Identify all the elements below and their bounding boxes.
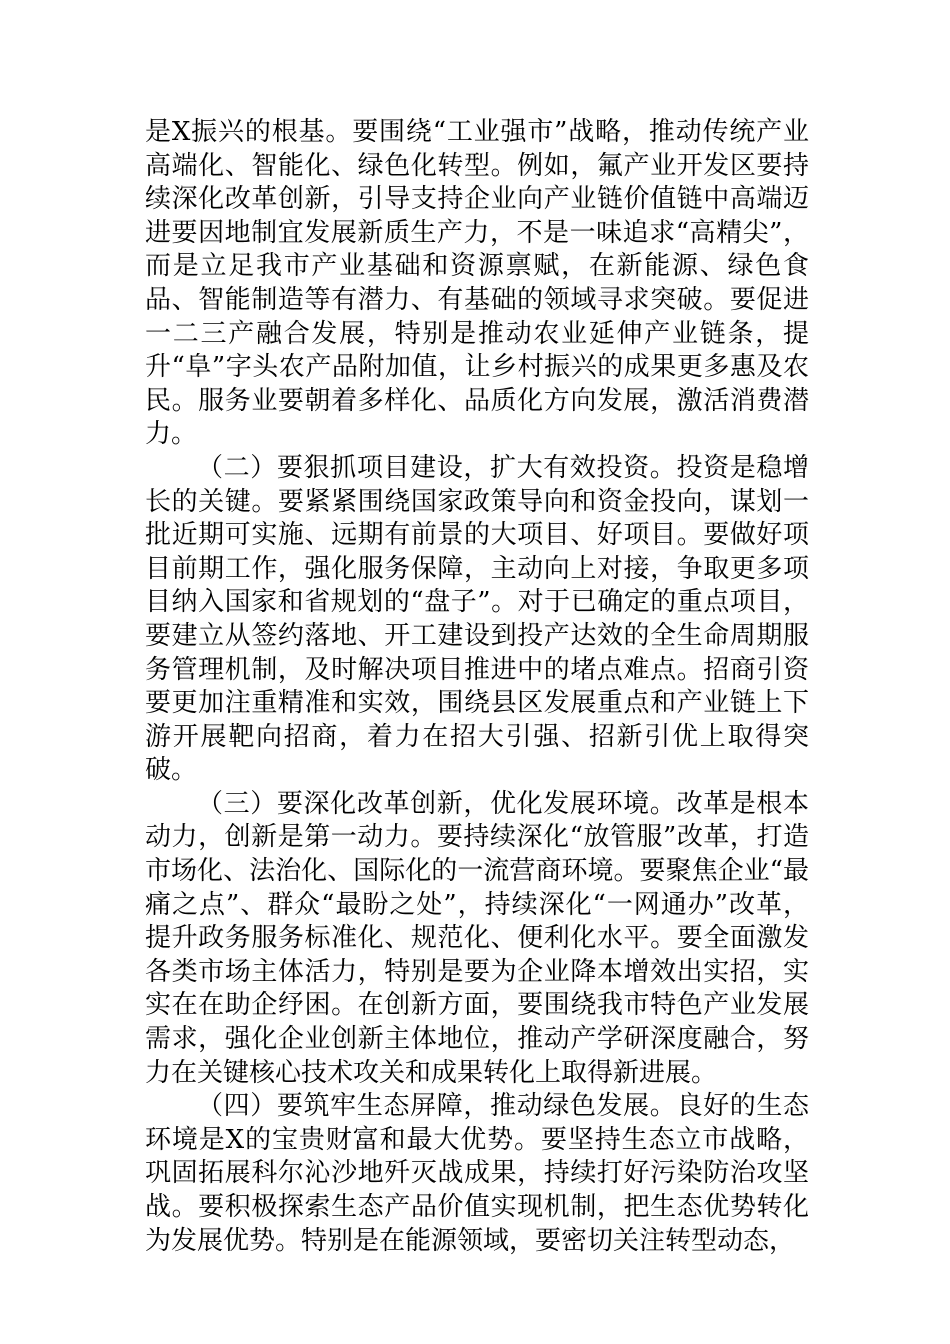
paragraph-industry: 是X振兴的根基。要围绕“工业强市”战略，推动传统产业高端化、智能化、绿色化转型。例如，氟产业开发区要持续深化改革创新，引导支持企业向产业链价值链中高端迈进要因地制宜发展新质生产力，不是一味追求“高精尖”，而是立足我市产业基础和资源禀赋，在新能源、绿色食品、智能制造等有潜力、有基础的领域寻求突破。要促进一二三产融合发展，特别是推动农业延伸产业链条，提升“阜”字头农产品附加值，让乡村振兴的成果更多惠及农民。服务业要朝着多样化、品质化方向发展，激活消费潜力。 [145, 117, 809, 450]
paragraph-projects: （二）要狠抓项目建设，扩大有效投资。投资是稳增长的关键。要紧紧围绕国家政策导向和资金投向，谋划一批近期可实施、远期有前景的大项目、好项目。要做好项目前期工作，强化服务保障，主动向上对接，争取更多项目纳入国家和省规划的“盘子”。对于已确定的重点项目，要建立从签约落地、开工建设到投产达效的全生命周期服务管理机制，及时解决项目推进中的堵点难点。招商引资要更加注重精准和实效，围绕县区发展重点和产业链上下游开展靶向招商，着力在招大引强、招新引优上取得突破。 [145, 452, 809, 786]
document-body [145, 116, 809, 1258]
paragraph-ecology: （四）要筑牢生态屏障，推动绿色发展。良好的生态环境是X的宝贵财富和最大优势。要坚持生态立市战略，巩固拓展科尔沁沙地歼灭战成果，持续打好污染防治攻坚战。要积极探索生态产品价值实现机制，把生态优势转化为发展优势。特别是在能源领域，要密切关注转型动态， [145, 1091, 809, 1256]
paragraph-reform: （三）要深化改革创新，优化发展环境。改革是根本动力，创新是第一动力。要持续深化“放管服”改革，打造市场化、法治化、国际化的一流营商环境。要聚焦企业“最痛之点”、群众“最盼之处”，持续深化“一网通办”改革，提升政务服务标准化、规范化、便利化水平。要全面激发各类市场主体活力，特别是要为企业降本增效出实招，实实在在助企纾困。在创新方面，要围绕我市特色产业发展需求，强化企业创新主体地位，推动产学研深度融合，努力在关键核心技术攻关和成果转化上取得新进展。 [145, 788, 809, 1088]
